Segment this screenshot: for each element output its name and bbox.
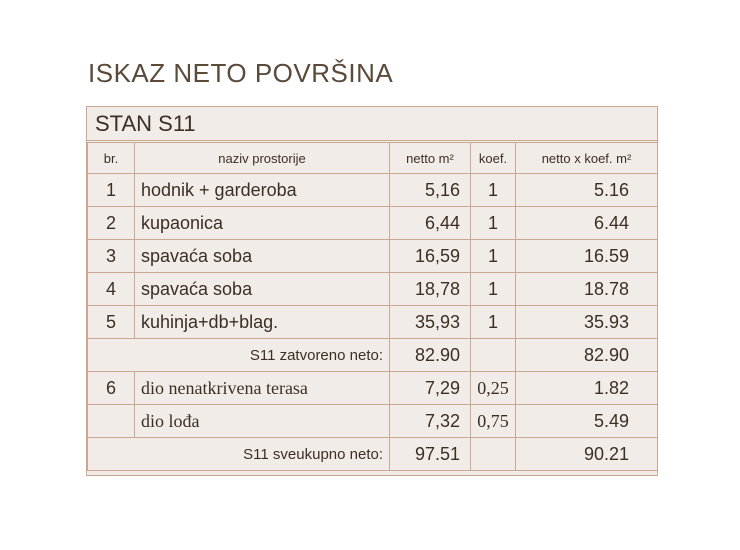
cell-koef: 0,25 <box>471 372 516 405</box>
cell-total: 5.16 <box>516 174 658 207</box>
column-header-koef: koef. <box>471 143 516 174</box>
area-table <box>87 142 658 471</box>
page-title: ISKAZ NETO POVRŠINA <box>88 58 394 88</box>
subtotal-netto: 82.90 <box>390 339 471 372</box>
cell-netto: 35,93 <box>390 306 471 339</box>
cell-netto: 5,16 <box>390 174 471 207</box>
cell-netto: 18,78 <box>390 273 471 306</box>
total-total: 90.21 <box>516 438 658 471</box>
cell-total: 1.82 <box>516 372 658 405</box>
cell-br: 4 <box>88 273 135 306</box>
cell-total: 18.78 <box>516 273 658 306</box>
column-header-naziv: naziv prostorije <box>135 143 390 174</box>
total-netto: 97.51 <box>390 438 471 471</box>
cell-naziv: hodnik + garderoba <box>135 174 390 207</box>
table-header-row <box>88 143 658 174</box>
cell-br <box>88 405 135 438</box>
cell-total: 35.93 <box>516 306 658 339</box>
subtotal-koef-empty <box>471 339 516 372</box>
table-row <box>88 405 658 438</box>
cell-naziv: kupaonica <box>135 207 390 240</box>
cell-koef: 1 <box>471 273 516 306</box>
subtotal-row <box>88 339 658 372</box>
cell-br: 5 <box>88 306 135 339</box>
cell-br: 6 <box>88 372 135 405</box>
cell-total: 6.44 <box>516 207 658 240</box>
cell-netto: 6,44 <box>390 207 471 240</box>
subtotal-label: S11 zatvoreno neto: <box>88 339 390 372</box>
cell-naziv-text: dio nenatkrivena terasa <box>141 377 308 398</box>
table-row <box>88 240 658 273</box>
cell-naziv <box>135 372 390 405</box>
column-header-netto: netto m² <box>390 143 471 174</box>
cell-naziv <box>135 405 390 438</box>
cell-naziv: spavaća soba <box>135 240 390 273</box>
total-row <box>88 438 658 471</box>
cell-total: 16.59 <box>516 240 658 273</box>
table-row <box>88 174 658 207</box>
total-koef-empty <box>471 438 516 471</box>
cell-koef: 1 <box>471 207 516 240</box>
column-header-netto-koef: netto x koef. m² <box>516 143 658 174</box>
area-table-sheet <box>86 106 658 476</box>
cell-netto: 7,32 <box>390 405 471 438</box>
cell-netto: 7,29 <box>390 372 471 405</box>
table-row <box>88 372 658 405</box>
cell-netto: 16,59 <box>390 240 471 273</box>
table-row <box>88 306 658 339</box>
cell-koef: 0,75 <box>471 405 516 438</box>
cell-naziv-text: dio lođa <box>141 410 200 431</box>
table-row <box>88 207 658 240</box>
apartment-title: STAN S11 <box>87 107 657 141</box>
cell-br: 3 <box>88 240 135 273</box>
total-label: S11 sveukupno neto: <box>88 438 390 471</box>
cell-naziv: kuhinja+db+blag. <box>135 306 390 339</box>
column-header-br: br. <box>88 143 135 174</box>
cell-br: 2 <box>88 207 135 240</box>
cell-naziv: spavaća soba <box>135 273 390 306</box>
cell-koef: 1 <box>471 306 516 339</box>
cell-koef: 1 <box>471 240 516 273</box>
cell-br: 1 <box>88 174 135 207</box>
cell-total: 5.49 <box>516 405 658 438</box>
cell-koef: 1 <box>471 174 516 207</box>
table-row <box>88 273 658 306</box>
subtotal-total: 82.90 <box>516 339 658 372</box>
